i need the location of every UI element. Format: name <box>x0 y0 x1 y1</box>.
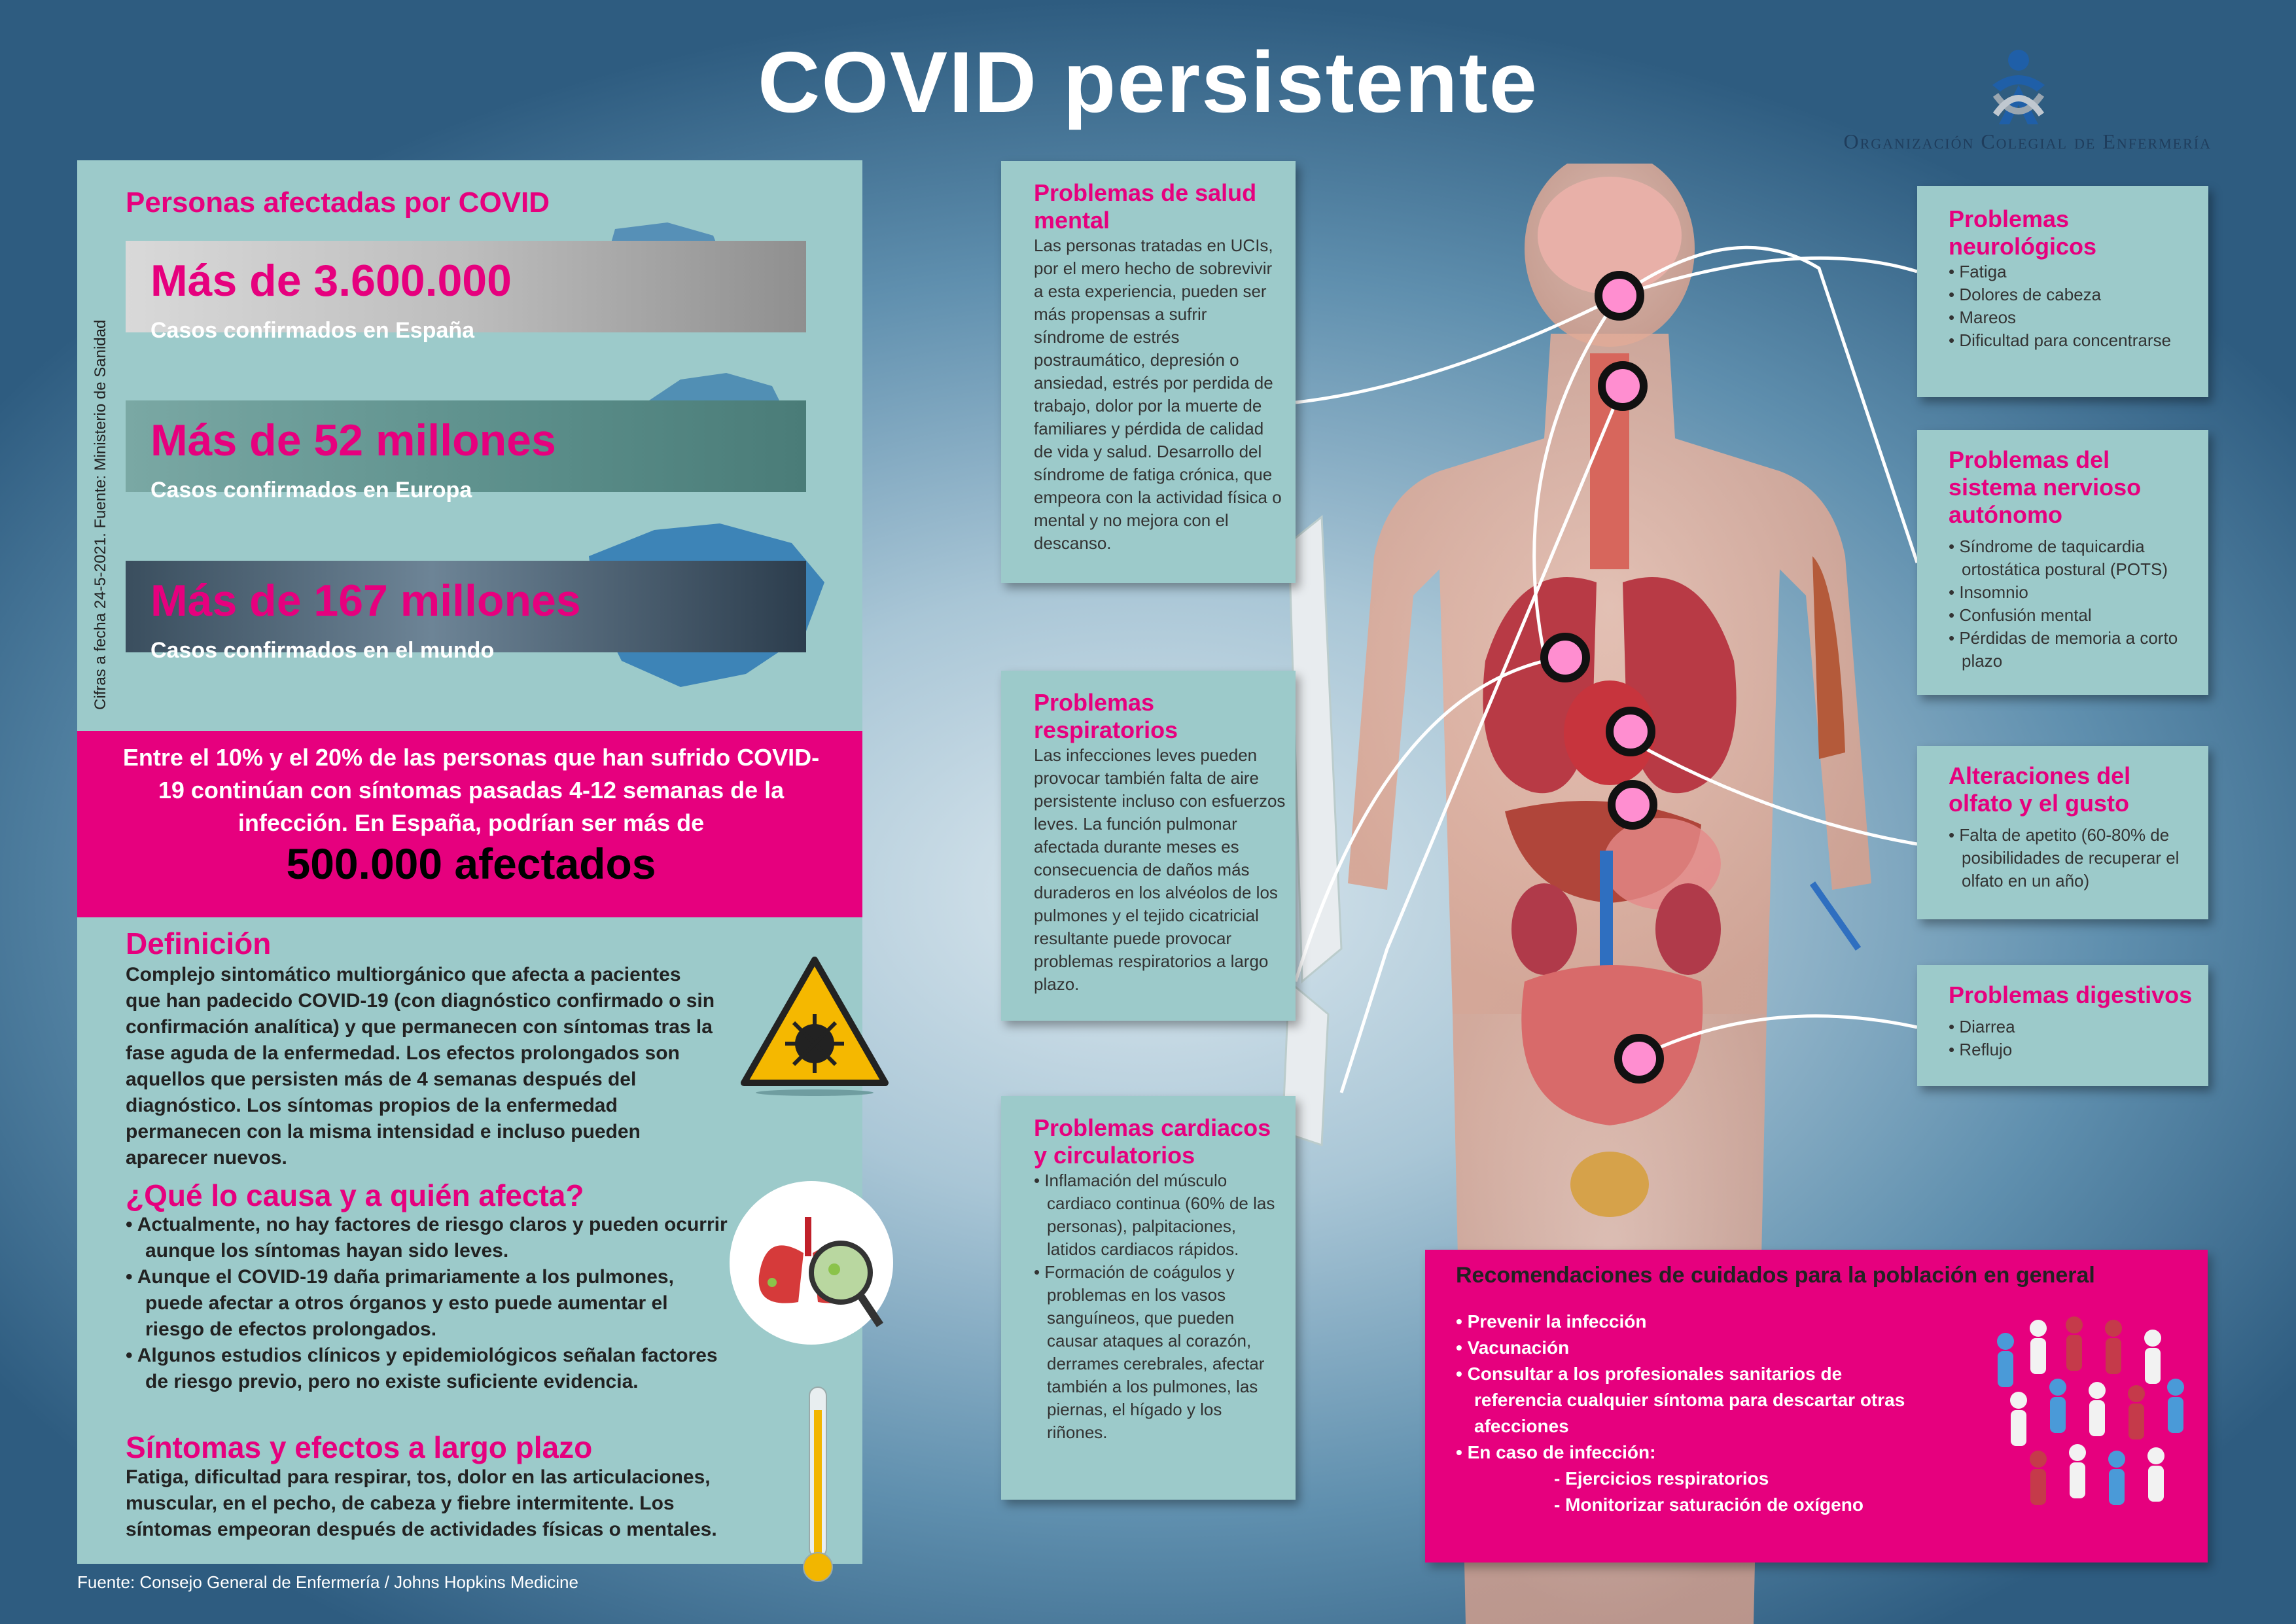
organization-name: Organización Colegial de Enfermería <box>1843 130 2212 153</box>
cardiac-item: • Inflamación del músculo cardiaco continua (60% de las personas), palpitaciones, latidos cardiacos rápidos. <box>1034 1171 1275 1259</box>
neurological-item: • Dolores de cabeza <box>1949 285 2102 304</box>
symptoms-title: Síntomas y efectos a largo plazo <box>126 1430 593 1464</box>
cardiac-title: Problemas cardiacos y circulatorios <box>1034 1114 1271 1169</box>
box-digestive <box>1917 965 2208 1086</box>
digestive-title: Problemas digestivos <box>1949 981 2193 1008</box>
footer-source: Fuente: Consejo General de Enfermería / Johns Hopkins Medicine <box>77 1572 578 1592</box>
cause-item: • Actualmente, no hay factores de riesgo claros y pueden ocurrir aunque los síntomas hayan sido leves. <box>126 1214 728 1262</box>
neurological-item: • Mareos <box>1949 308 2017 327</box>
box-cardiac <box>1001 1096 1296 1500</box>
smell-taste-title: Alteraciones del olfato y el gusto <box>1949 762 2131 817</box>
box-respiratory <box>1001 671 1296 1021</box>
neurological-item: • Dificultad para concentrarse <box>1949 330 2172 350</box>
recommendation-subitem: - Ejercicios respiratorios <box>1554 1468 1769 1489</box>
recommendations-list <box>1456 1309 1953 1518</box>
autonomic-item: • Síndrome de taquicardia ortostática postural (POTS) <box>1949 537 2168 579</box>
people-group-icon <box>1986 1309 2195 1531</box>
recommendation-item: referencia cualquier síntoma para descartar otras <box>1474 1390 1905 1410</box>
body-markers <box>1544 275 1660 1080</box>
digestive-item: • Reflujo <box>1949 1040 2013 1059</box>
respiratory-title: Problemas respiratorios <box>1034 689 1178 743</box>
symptoms-body: Fatiga, dificultad para respirar, tos, dolor en las articulaciones, muscular, en el pecho, de cabeza y fiebre intermitente. Los síntomas empeoran después de actividades físicas o mentales. <box>126 1466 717 1540</box>
definition-body: Complejo sintomático multiorgánico que afecta a pacientes que han padecido COVID-19 (con diagnóstico confirmado o sin confirmación analítica) y que permanecen con síntomas tras la fase aguda de la enfermedad. Los efectos prolongados son aquellos que persisten más de 4 semanas después del diagnóstico. Los síntomas propios de la enfermedad permanecen con la misma intensidad e incluso pueden aparecer nuevos. <box>126 964 715 1169</box>
stat-spain-number: Más de 3.600.000 <box>150 256 512 306</box>
recommendation-item: afecciones <box>1474 1416 1569 1436</box>
neurological-item: • Fatiga <box>1949 262 2007 281</box>
stat-europe-label: Casos confirmados en Europa <box>150 478 472 503</box>
highlight-text: Entre el 10% y el 20% de las personas que han sufrido COVID-19 continúan con síntomas pasadas 4-12 semanas de la infección. En España, podrían ser más de <box>122 744 820 836</box>
recommendation-item: • Consultar a los profesionales sanitarios de <box>1456 1364 1843 1384</box>
source-side-note: Cifras a fecha 24-5-2021. Fuente: Ministerio de Sanidad <box>92 319 109 710</box>
recommendation-item: • Vacunación <box>1456 1337 1570 1358</box>
cardiac-item: • Formación de coágulos y problemas en los vasos sanguíneos, que pueden causar ataques al corazón, derrames cerebrales, afectar también a los pulmones, las piernas, el hígado y los riñones. <box>1034 1262 1265 1442</box>
box-autonomic <box>1917 430 2208 695</box>
stat-spain-label: Casos confirmados en España <box>150 318 475 343</box>
digestive-item: • Diarrea <box>1949 1017 2015 1036</box>
box-mental-health <box>1001 161 1296 583</box>
page-title: COVID persistente <box>758 34 1538 130</box>
autonomic-item: • Pérdidas de memoria a corto plazo <box>1949 628 2178 671</box>
highlight-big-number: 500.000 afectados <box>286 839 656 888</box>
neurological-list <box>1949 260 2197 352</box>
recommendation-item: • Prevenir la infección <box>1456 1311 1647 1332</box>
stat-world-label: Casos confirmados en el mundo <box>150 638 495 663</box>
smell-taste-list <box>1949 824 2197 892</box>
digestive-list <box>1949 1015 2197 1061</box>
box-neurological <box>1917 186 2208 397</box>
stat-europe-number: Más de 52 millones <box>150 415 556 465</box>
smell-taste-item: • Falta de apetito (60-80% de posibilidades de recuperar el olfato en un año) <box>1949 825 2180 891</box>
stat-world-number: Más de 167 millones <box>150 576 581 626</box>
box-smell-taste <box>1917 746 2208 919</box>
persons-affected-title: Personas afectadas por COVID <box>126 186 550 219</box>
cause-title: ¿Qué lo causa y a quién afecta? <box>126 1178 584 1212</box>
cause-item: • Algunos estudios clínicos y epidemiológicos señalan factores de riesgo previo, pero no existe suficiente evidencia. <box>126 1345 718 1392</box>
respiratory-body: Las infecciones leves pueden provocar también falta de aire persistente incluso con esfuerzos leves. La función pulmonar afectada durante meses es consecuencia de daños más duraderos en los alvéolos de los pulmones y el tejido cicatricial resultante puede provocar problemas respiratorios a largo plazo. <box>1034 745 1286 994</box>
cardiac-list <box>1034 1169 1282 1444</box>
neurological-title: Problemas neurológicos <box>1949 205 2097 260</box>
autonomic-list <box>1949 535 2197 673</box>
cause-item: • Aunque el COVID-19 daña primariamente a los pulmones, puede afectar a otros órganos y esto puede aumentar el riesgo de efectos prolongados. <box>126 1266 674 1340</box>
recommendations-title: Recomendaciones de cuidados para la población en general <box>1456 1263 2095 1288</box>
autonomic-item: • Insomnio <box>1949 582 2028 602</box>
recommendation-subitem: - Monitorizar saturación de oxígeno <box>1554 1494 1863 1515</box>
autonomic-item: • Confusión mental <box>1949 605 2092 625</box>
autonomic-title: Problemas del sistema nervioso autónomo <box>1949 446 2142 528</box>
definition-title: Definición <box>126 927 272 961</box>
mental-health-body: Las personas tratadas en UCIs, por el mero hecho de sobrevivir a esta experiencia, pueden ser más propensas a sufrir síndrome de estrés postraumático, depresión o ansiedad, estrés por perdida de trabajo, dolor por la muerte de familiares y pérdida de calidad de vida y salud. Desarrollo del síndrome de fatiga crónica, que empeora con la actividad física o mental y no mejora con el descanso. <box>1034 236 1282 553</box>
recommendation-item: • En caso de infección: <box>1456 1442 1656 1462</box>
mental-health-title: Problemas de salud mental <box>1034 179 1257 234</box>
